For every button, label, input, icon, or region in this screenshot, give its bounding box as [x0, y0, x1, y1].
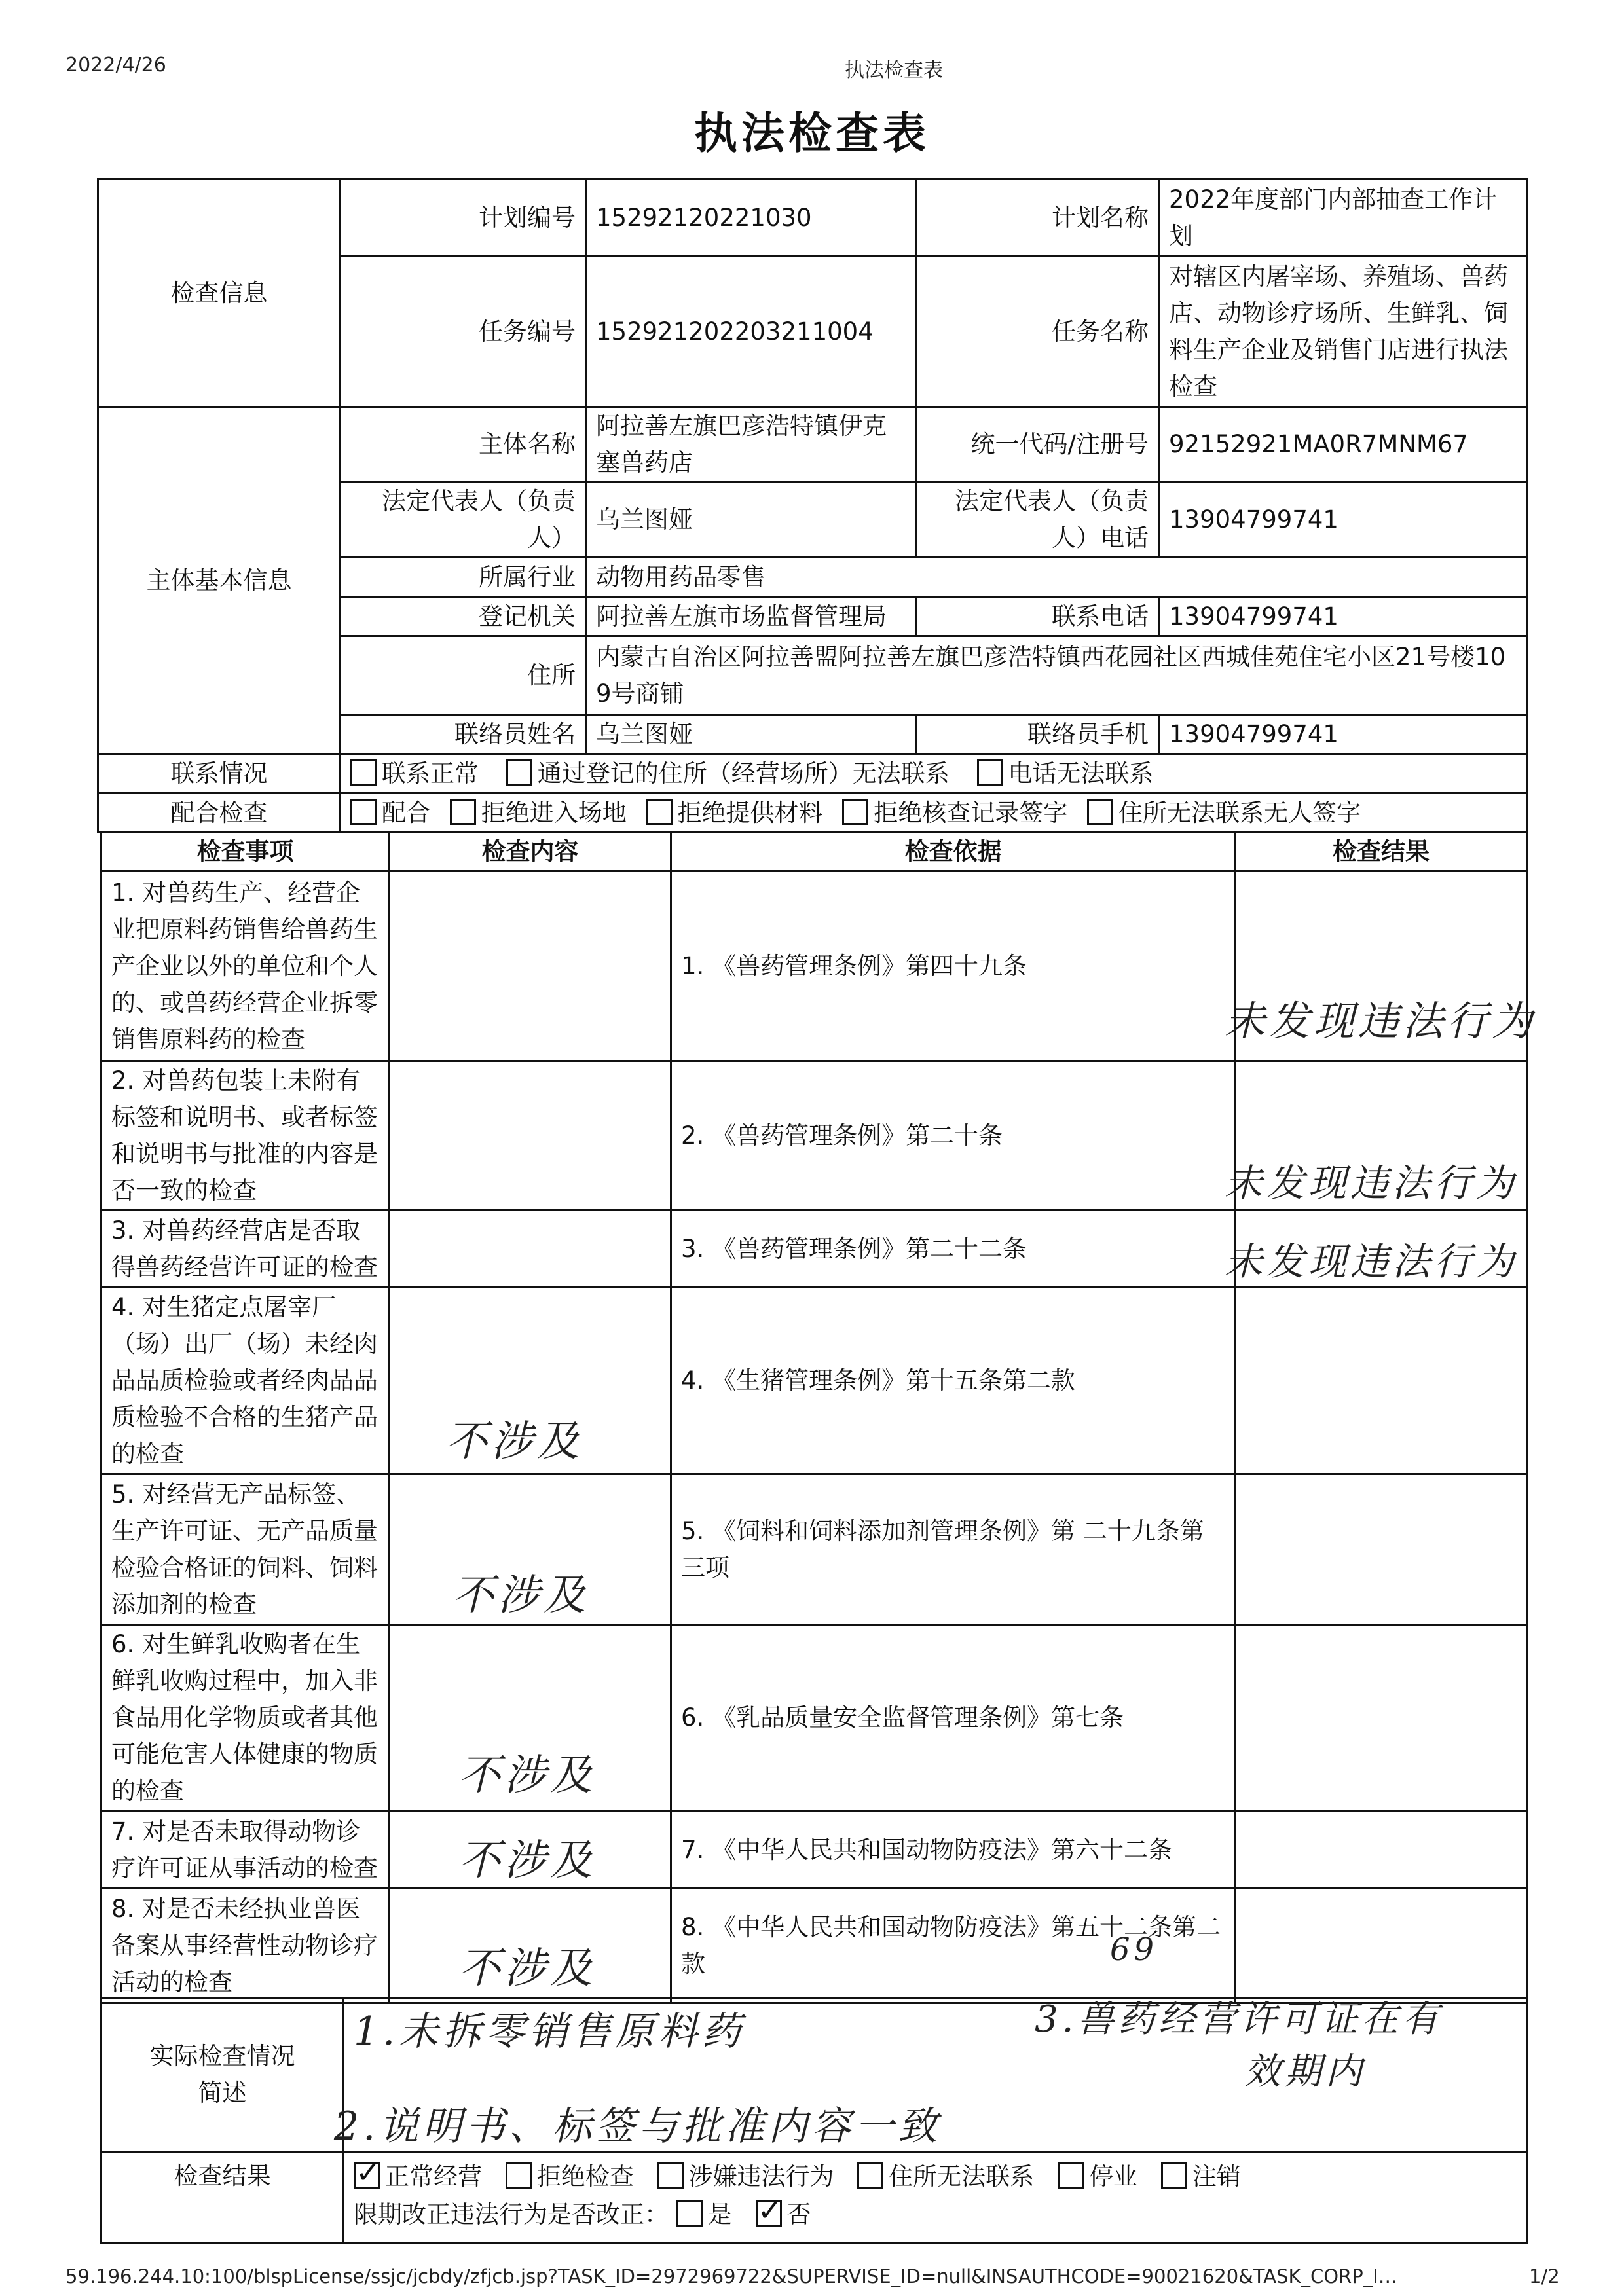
item-content: [390, 1061, 671, 1211]
item-basis: 3. 《兽药管理条例》第二十二条: [671, 1211, 1236, 1288]
result-options: [344, 2152, 1527, 2244]
correction-no[interactable]: ✓ 否: [756, 2200, 811, 2229]
handwritten-content-7: 不涉及: [458, 1836, 596, 1885]
table-row: [101, 1625, 1527, 1812]
col-header-basis: 检查依据: [671, 833, 1236, 871]
result-option[interactable]: 注销: [1161, 2162, 1241, 2191]
handwritten-content-4: 不涉及: [445, 1417, 583, 1466]
handwritten-result-1: 未发现违法行为: [1225, 997, 1537, 1045]
item-text: 1. 对兽药生产、经营企业把原料药销售给兽药生产企业以外的单位和个人的、或兽药经营企业拆零销售原料药的检查: [101, 871, 390, 1061]
phone-value: 13904799741: [1159, 597, 1527, 636]
item-content: [390, 1211, 671, 1288]
task-name-value: 对辖区内屠宰场、养殖场、兽药店、动物诊疗场所、生鲜乳、饲料生产企业及销售门店进行执法检查: [1159, 257, 1527, 407]
table-row: [101, 1889, 1527, 2003]
authority-value: 阿拉善左旗市场监督管理局: [586, 597, 917, 636]
checkbox[interactable]: [842, 799, 868, 825]
col-header-result: 检查结果: [1236, 833, 1527, 871]
print-date: 2022/4/26: [65, 54, 166, 77]
item-text: 6. 对生鲜乳收购者在生鲜乳收购过程中，加入非食品用化学物质或者其他可能危害人体健康的物质的检查: [101, 1625, 390, 1812]
col-header-content: 检查内容: [390, 833, 671, 871]
item-content: [390, 871, 671, 1061]
liaison-phone-value: 13904799741: [1159, 715, 1527, 754]
print-header-title: 执法检查表: [845, 59, 943, 82]
info-table: [97, 178, 1528, 833]
checkbox[interactable]: [450, 799, 476, 825]
checkbox[interactable]: [506, 759, 532, 786]
cooperation-option[interactable]: 住所无法联系无人签字: [1087, 799, 1361, 827]
item-text: 3. 对兽药经营店是否取得兽药经营许可证的检查: [101, 1211, 390, 1288]
item-basis: 1. 《兽药管理条例》第四十九条: [671, 871, 1236, 1061]
legal-rep-label: 法定代表人（负责人）: [341, 483, 586, 558]
item-basis: 5. 《饲料和饲料添加剂管理条例》第 二十九条第三项: [671, 1474, 1236, 1625]
task-no-label: 任务编号: [341, 257, 586, 407]
item-text: 4. 对生猪定点屠宰厂（场）出厂（场）未经肉品品质检验或者经肉品品质检验不合格的生猪产品的检查: [101, 1288, 390, 1474]
subject-name-label: 主体名称: [341, 407, 586, 483]
page-number: 1/2: [1529, 2265, 1560, 2287]
address-label: 住所: [341, 636, 586, 715]
handwritten-content-8: 不涉及: [458, 1944, 596, 1993]
plan-name-label: 计划名称: [917, 179, 1159, 257]
cooperation-option[interactable]: 拒绝提供材料: [646, 799, 823, 827]
contact-status-options: [341, 754, 1527, 793]
correction-label: 限期改正违法行为是否改正：: [354, 2200, 669, 2229]
checkbox[interactable]: [977, 759, 1003, 786]
address-value: 内蒙古自治区阿拉善盟阿拉善左旗巴彦浩特镇西花园社区西城佳苑住宅小区21号楼109号商铺: [586, 636, 1527, 715]
task-no-value: 152921202203211004: [586, 257, 917, 407]
item-basis: 4. 《生猪管理条例》第十五条第二款: [671, 1288, 1236, 1474]
cooperation-option[interactable]: 拒绝进入场地: [450, 799, 627, 827]
checkbox[interactable]: [1161, 2162, 1187, 2189]
handwritten-actual-line1: 1.未拆零销售原料药: [354, 2009, 745, 2054]
checkbox-checked[interactable]: [756, 2200, 782, 2227]
authority-label: 登记机关: [341, 597, 586, 636]
item-result: [1236, 1474, 1527, 1625]
item-basis: 6. 《乳品质量安全监督管理条例》第七条: [671, 1625, 1236, 1812]
credit-code-label: 统一代码/注册号: [917, 407, 1159, 483]
handwritten-actual-line3b: 效期内: [1244, 2050, 1366, 2093]
correction-yes[interactable]: 是: [676, 2200, 732, 2229]
liaison-value: 乌兰图娅: [586, 715, 917, 754]
credit-code-value: 92152921MA0R7MNM67: [1159, 407, 1527, 483]
plan-no-value: 15292120221030: [586, 179, 917, 257]
handwritten-actual-line3a: 3.兽药经营许可证在有: [1035, 1998, 1443, 2041]
checkbox[interactable]: [646, 799, 673, 825]
contact-option[interactable]: 联系正常: [350, 759, 479, 788]
handwritten-actual-line2: 2.说明书、标签与批准内容一致: [334, 2104, 942, 2149]
section-inspection-info: 检查信息: [98, 179, 341, 407]
checkbox[interactable]: [1058, 2162, 1084, 2189]
checkbox[interactable]: [506, 2162, 532, 2189]
contact-status-label: 联系情况: [98, 754, 341, 793]
task-name-label: 任务名称: [917, 257, 1159, 407]
cooperation-option[interactable]: 配合: [350, 799, 430, 827]
result-option[interactable]: ✓ 正常经营: [354, 2162, 482, 2191]
contact-option[interactable]: 电话无法联系: [977, 759, 1154, 788]
handwritten-result-2: 未发现违法行为: [1225, 1161, 1519, 1205]
result-option[interactable]: 拒绝检查: [506, 2162, 634, 2191]
item-text: 2. 对兽药包装上未附有标签和说明书、或者标签和说明书与批准的内容是否一致的检查: [101, 1061, 390, 1211]
plan-no-label: 计划编号: [341, 179, 586, 257]
page-title: 执法检查表: [694, 108, 930, 158]
section-subject-info: 主体基本信息: [98, 407, 341, 754]
result-option[interactable]: 停业: [1058, 2162, 1137, 2191]
phone-label: 联系电话: [917, 597, 1159, 636]
checkbox-checked[interactable]: [354, 2162, 380, 2189]
liaison-phone-label: 联络员手机: [917, 715, 1159, 754]
handwritten-content-6: 不涉及: [458, 1751, 596, 1800]
result-label: 检查结果: [101, 2152, 344, 2244]
industry-label: 所属行业: [341, 558, 586, 597]
liaison-label: 联络员姓名: [341, 715, 586, 754]
actual-label: 实际检查情况简述: [101, 1998, 344, 2152]
checkbox[interactable]: [350, 799, 377, 825]
industry-value: 动物用药品零售: [586, 558, 1527, 597]
item-result: [1236, 1812, 1527, 1889]
item-result: [1236, 1288, 1527, 1474]
item-basis: 7. 《中华人民共和国动物防疫法》第六十二条: [671, 1812, 1236, 1889]
item-text: 5. 对经营无产品标签、生产许可证、无产品质量检验合格证的饲料、饲料添加剂的检查: [101, 1474, 390, 1625]
table-row: [101, 1812, 1527, 1889]
checkbox[interactable]: [676, 2200, 703, 2227]
table-row: [101, 1474, 1527, 1625]
legal-rep-value: 乌兰图娅: [586, 483, 917, 558]
handwritten-content-5: 不涉及: [452, 1571, 589, 1620]
checkbox[interactable]: [350, 759, 377, 786]
item-text: 8. 对是否未经执业兽医备案从事经营性动物诊疗活动的检查: [101, 1889, 390, 2003]
cooperation-option[interactable]: 拒绝核查记录签字: [842, 799, 1067, 827]
footer-url: 59.196.244.10:100/blspLicense/ssjc/jcbdy/zfjcb.jsp?TASK_ID=2972969722&SUPERVISE_ID=null&INSAUTHCODE=90021620&TASK_CORP_I…: [65, 2265, 1397, 2287]
result-option[interactable]: 涉嫌违法行为: [657, 2162, 834, 2191]
table-row: [101, 1288, 1527, 1474]
item-basis: 8. 《中华人民共和国动物防疫法》第五十二条第二款: [671, 1889, 1236, 2003]
legal-rep-phone-value: 13904799741: [1159, 483, 1527, 558]
contact-option[interactable]: 通过登记的住所（经营场所）无法联系: [506, 759, 950, 788]
cooperation-label: 配合检查: [98, 793, 341, 833]
item-basis: 2. 《兽药管理条例》第二十条: [671, 1061, 1236, 1211]
checkbox[interactable]: [657, 2162, 684, 2189]
item-text: 7. 对是否未取得动物诊疗许可证从事活动的检查: [101, 1812, 390, 1889]
result-option[interactable]: 住所无法联系: [857, 2162, 1034, 2191]
handwritten-result-3: 未发现违法行为: [1225, 1239, 1519, 1284]
handwritten-correction-note: 69: [1110, 1931, 1158, 1968]
checkbox[interactable]: [1087, 799, 1113, 825]
subject-name-value: 阿拉善左旗巴彦浩特镇伊克塞兽药店: [586, 407, 917, 483]
col-header-item: 检查事项: [101, 833, 390, 871]
item-result: [1236, 1889, 1527, 2003]
plan-name-value: 2022年度部门内部抽查工作计划: [1159, 179, 1527, 257]
checkbox[interactable]: [857, 2162, 883, 2189]
cooperation-options: [341, 793, 1527, 833]
item-result: [1236, 1625, 1527, 1812]
legal-rep-phone-label: 法定代表人（负责人）电话: [917, 483, 1159, 558]
